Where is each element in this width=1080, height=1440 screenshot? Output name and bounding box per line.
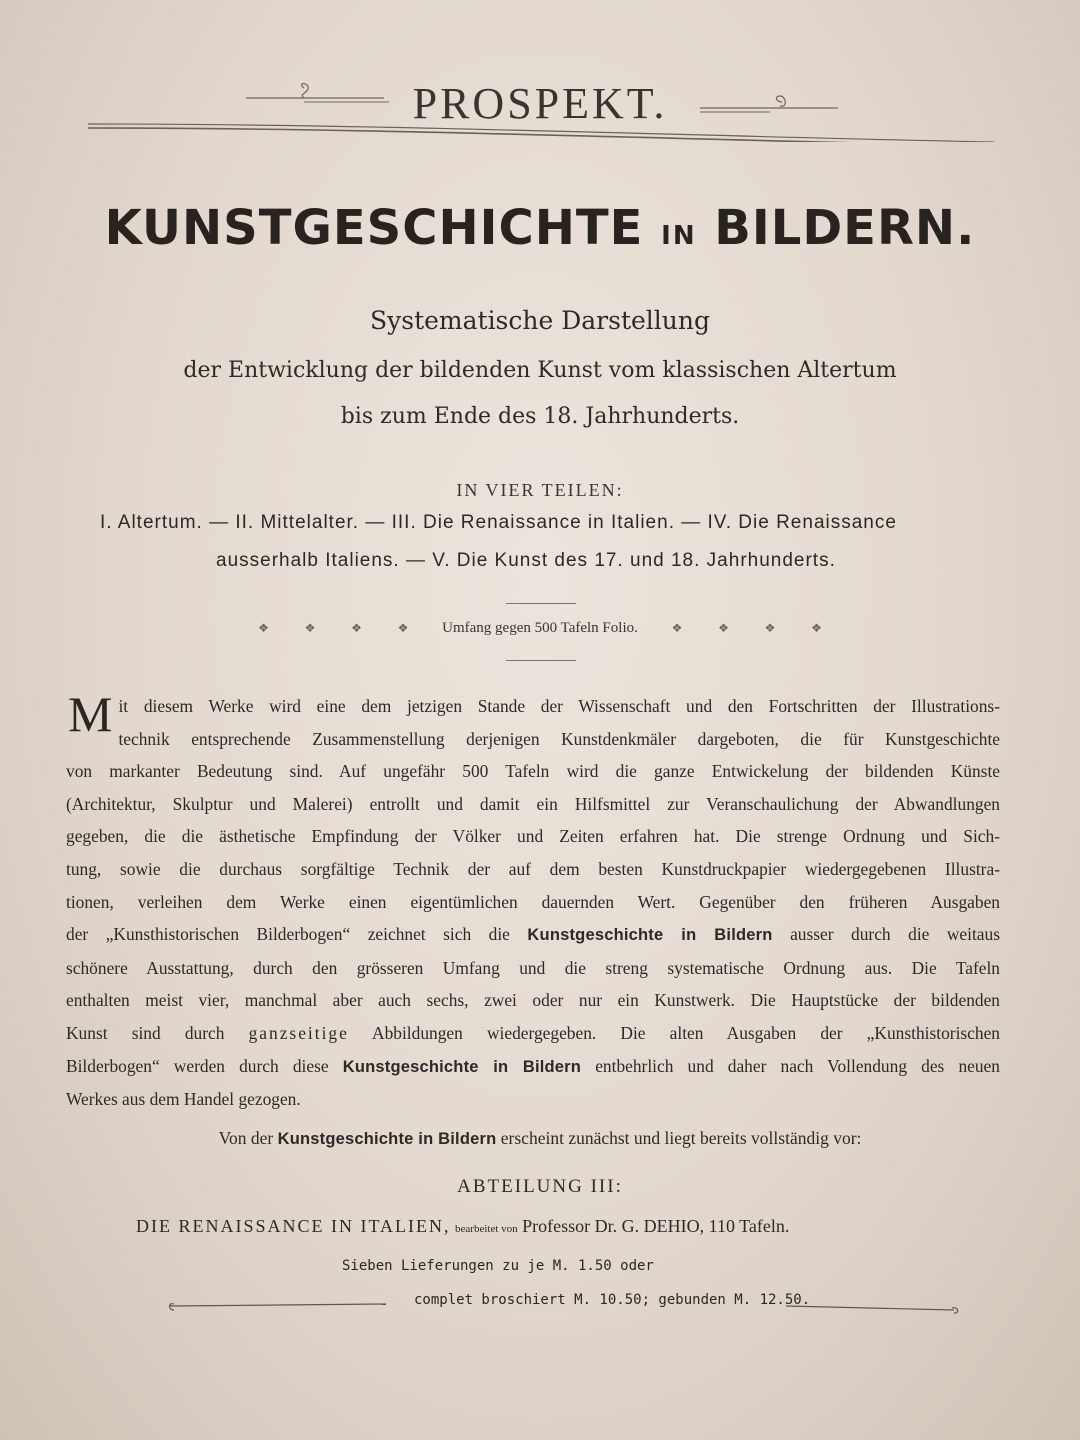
parts-heading: IN VIER TEILEN: (456, 480, 624, 500)
body-line: it diesem Werke wird eine dem jetzigen Stande der Wissenschaft und den Fortschritten der Illustrations- (118, 696, 1000, 716)
price-line-1: Sieben Lieferungen zu je M. 1.50 oder (342, 1258, 654, 1274)
body-line: (Architektur, Skulptur und Malerei) entrollt und damit ein Hilfsmittel zur Veranschaulichung der Abwandlungen (66, 793, 1000, 814)
body-paragraph (66, 686, 1000, 1116)
availability-pre: Von der (218, 1128, 274, 1148)
price-line-2: complet broschiert M. 10.50; gebunden M. 12.50. (414, 1292, 811, 1308)
body-text-segment: Kunst sind durch (66, 1022, 225, 1043)
fleuron-icon: ❖ (671, 621, 683, 635)
subtitle-line-1: Systematische Darstellung (369, 306, 710, 335)
body-line: tung, sowie die durchaus sorgfältige Technik der auf dem besten Kunstdruckpapier wiedergegebenen Illustra- (66, 858, 1000, 879)
body-line: gegeben, die die ästhetische Empfindung der Völker und Zeiten erfahren hat. Die strenge Ordnung und Sich- (66, 826, 1000, 847)
umfang-text: Umfang gegen 500 Tafeln Folio. (442, 620, 638, 636)
subtitle-line-2: der Entwicklung der bildenden Kunst vom klassischen Altertum (183, 358, 897, 383)
body-line (66, 1017, 1000, 1050)
title-in: IN (661, 221, 697, 251)
body-line: schönere Ausstattung, durch den grösseren Umfang und die streng systematische Ordnung aus. Die Tafeln (66, 957, 1000, 978)
body-text-segment: ausser durch die weitaus (790, 924, 1000, 945)
availability-line (0, 1128, 1080, 1149)
title-kunstgeschichte: KUNSTGESCHICHTE (104, 200, 644, 256)
author-name: Professor Dr. G. DEHIO, (522, 1216, 705, 1236)
parts-line-1: I. Altertum. — II. Mittelalter. — III. Die Renaissance in Italien. — IV. Die Renaissance (100, 512, 897, 533)
fleuron-icon: ❖ (718, 621, 729, 635)
availability-post: erscheint zunächst und liegt bereits vollständig vor: (500, 1128, 862, 1148)
body-line (66, 918, 1000, 952)
fleuron-icon: ❖ (397, 621, 409, 635)
work-title-bold: Kunstgeschichte in Bildern (342, 1057, 582, 1076)
plate-count: 110 Tafeln. (708, 1216, 790, 1236)
drop-cap: M (68, 686, 113, 742)
footer-flourish-right (786, 1298, 962, 1314)
renaissance-title: DIE RENAISSANCE IN ITALIEN, (136, 1216, 451, 1236)
divider-upper (506, 603, 576, 604)
fleuron-icon: ❖ (304, 621, 316, 635)
body-text-segment: Abbildungen wiedergegeben. Die alten Ausgaben der „Kunsthistorischen (372, 1022, 1000, 1043)
work-title-bold: Kunstgeschichte in Bildern (527, 926, 773, 945)
body-line (66, 1050, 1000, 1084)
footer-flourish-left (166, 1298, 386, 1314)
fleuron-icon: ❖ (351, 621, 362, 635)
prospekt-heading: PROSPEKT. (412, 79, 668, 128)
title-bildern: BILDERN. (714, 200, 976, 256)
renaissance-entry (136, 1216, 789, 1237)
body-text-segment: der „Kunsthistorischen Bilderbogen“ zeichnet sich die (66, 924, 510, 945)
subtitle-line-3: bis zum Ende des 18. Jahrhunderts. (340, 404, 740, 429)
fleuron-icon: ❖ (811, 621, 822, 635)
fleuron-icon: ❖ (258, 621, 269, 635)
body-line: Werkes aus dem Handel gezogen. (66, 1089, 301, 1110)
main-title (0, 200, 1080, 256)
emphasis-spaced: ganzseitige (248, 1022, 349, 1043)
fleuron-icon: ❖ (764, 621, 776, 635)
editor-prefix: bearbeitet von (455, 1223, 518, 1235)
body-line: enthalten meist vier, manchmal aber auch sechs, zwei oder nur ein Kunstwerk. Die Hauptstücke der bildenden (66, 990, 1000, 1011)
body-text-segment: entbehrlich und daher nach Vollendung des neuen (595, 1055, 1000, 1076)
work-title-bold: Kunstgeschichte in Bildern (277, 1130, 497, 1148)
divider-lower (506, 660, 576, 661)
abteilung-heading: ABTEILUNG III: (457, 1176, 623, 1197)
parts-line-2: ausserhalb Italiens. — V. Die Kunst des 17. und 18. Jahrhunderts. (216, 550, 836, 571)
header-double-rule (88, 122, 994, 142)
body-line: von markanter Bedeutung sind. Auf ungefähr 500 Tafeln wird die ganze Entwickelung der bildenden Künste (66, 761, 1000, 782)
right-flourish-ornament (700, 90, 840, 114)
body-text-segment: Bilderbogen“ werden durch diese (66, 1055, 329, 1076)
body-line: tionen, verleihen dem Werke einen eigentümlichen dauernden Wert. Gegenüber den früheren Ausgaben (66, 891, 1000, 912)
umfang-row (0, 620, 1080, 637)
body-line: technik entsprechende Zusammenstellung derjenigen Kunstdenkmäler dargeboten, die für Kunstgeschichte (118, 728, 1000, 749)
